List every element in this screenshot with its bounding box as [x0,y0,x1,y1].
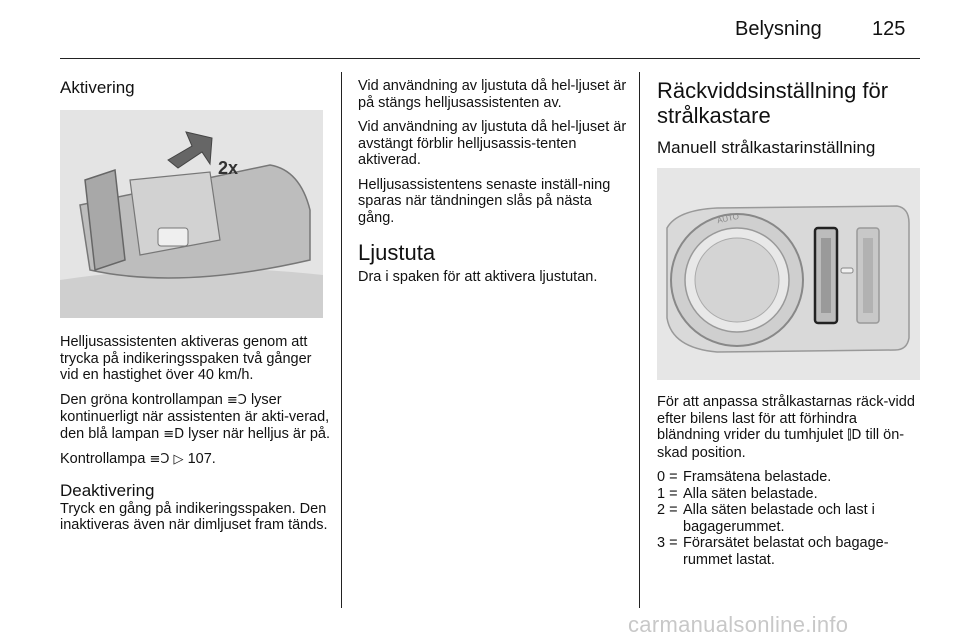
light-switch-illustration [657,168,920,380]
heading-flash: Ljustuta [358,240,436,265]
heading-range-adjust: Räckviddsinställning för strålkastare [657,78,889,128]
column-divider-1 [341,72,342,608]
list-item: 3 = Förarsätet belastat och bagage-rummet lastat. [657,535,889,568]
list-item: 2 = Alla säten belastade och last i bagagerummet. [657,502,875,535]
list-item: 0 = Framsätena belastade. [657,469,832,485]
page-reference-icon[interactable]: ▷ [173,452,184,467]
activation-text: Helljusassistenten aktiveras genom att trycka på indikeringsspaken två gånger vid en hastighet över 40 km/h. [60,334,312,383]
high-beam-assist-icon: ≡Ɔ [149,452,170,467]
flash-text-2: Vid användning av ljustuta då hel-ljuset är avstängt förblir helljusassis-tenten aktiverad. [358,119,627,168]
list-item: 1 = Alla säten belastade. [657,485,818,502]
header-title: Belysning [735,18,822,40]
flash-text-4: Dra i spaken för att aktivera ljustutan. [358,269,598,285]
range-text: För att anpassa strålkastarnas räck-vidd efter bilens last för att förhindra bländning vrider du tumhjulet ⫿D till ön-skad position. [657,394,915,461]
press-count-label: 2x [218,158,239,178]
stalk-figure [60,110,323,318]
flash-text-3: Helljusassistentens senaste inställ-ning sparas när tändningen slås på nästa gång. [358,176,611,226]
load-position-list [657,469,922,568]
page-reference-link[interactable]: 107. [187,451,216,467]
subheading-manual: Manuell strålkastarinställning [657,138,876,157]
flash-text-1: Vid användning av ljustuta då hel-ljuset är på stängs helljusassistenten av. [358,78,627,111]
heading-activation: Aktivering [60,78,135,97]
high-beam-assist-icon: ≡Ɔ [226,392,247,408]
headlight-range-icon: ⫿D [847,428,862,443]
lamp-text: Den gröna kontrollampan ≡Ɔ lyser kontinuerligt när assistenten är akti-verad, den blå lampan ≡D lyser när helljus är på. [60,391,330,442]
switch-figure [657,168,920,380]
column-divider-2 [639,72,640,608]
header-rule [60,58,920,59]
watermark: carmanualsonline.info [628,612,849,637]
lamp-reference: Kontrollampa ≡Ɔ ▷ 107. [60,451,216,467]
page-number: 125 [872,18,906,40]
high-beam-icon: ≡D [163,426,185,442]
auto-label: AUTO [716,211,740,226]
heading-deactivation: Deaktivering [60,480,155,500]
stalk-illustration [60,110,323,318]
deactivation-text: Tryck en gång på indikeringsspaken. Den inaktiveras även när dimljuset fram tänds. [60,500,328,533]
